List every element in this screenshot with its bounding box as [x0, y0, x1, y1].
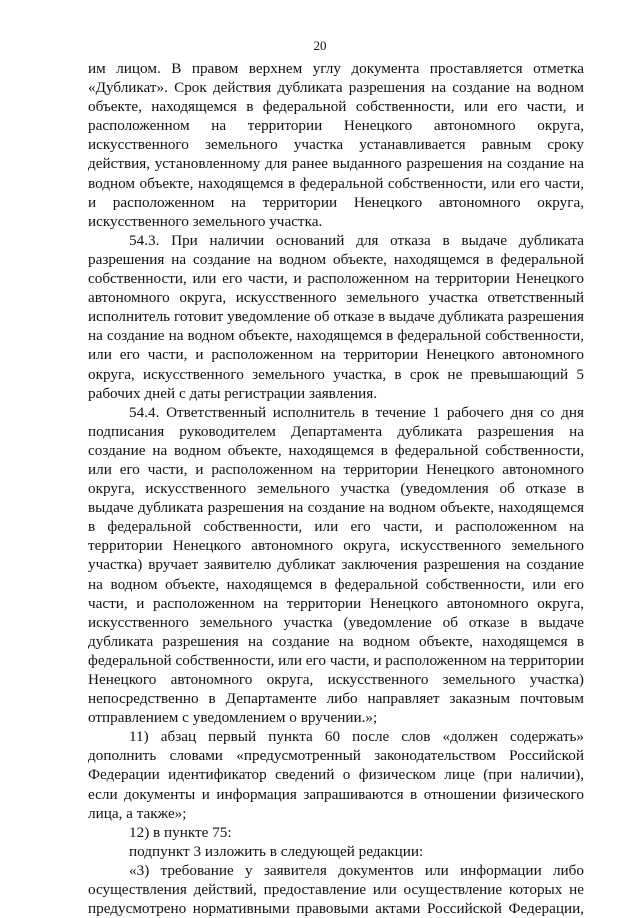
- document-body: [88, 59, 584, 918]
- page-number: 20: [313, 38, 327, 53]
- paragraph-54-4: 54.4. Ответственный исполнитель в течение 1 рабочего дня со дня подписания руководителем Департамента дубликата разрешения на создание на водном объекте, находящемся в федеральной собственности, или его части, и расположенном на территории Ненецкого автономного округа, искусственного земельного участка (уведомления об отказе в выдаче дубликата разрешения на создание на водном объекте, находящемся в федеральной собственности, или его части, и расположенном на территории Ненецкого автономного округа, искусственного земельного участка) вручает заявителю дубликат заключения разрешения на создание на водном объекте, находящемся в федеральной собственности, или его части, и расположенном на территории Ненецкого автономного округа, искусственного земельного участка (уведомление об отказе в выдаче дубликата разрешения на создание на водном объекте, находящемся в федеральной собственности, или его части, и расположенном на территории Ненецкого автономного округа, искусственного земельного участка) непосредственно в Департаменте либо направляет заказным почтовым отправлением с уведомлением о вручении.»;: [88, 403, 584, 727]
- paragraph-amendment-11: 11) абзац первый пункта 60 после слов «должен содержать» дополнить словами «предусмотренный законодательством Российской Федерации идентификатор сведений о физическом лице (при наличии), если документы и информация запрашиваются в отношении физического лица, а также»;: [88, 728, 584, 822]
- paragraph-amendment-12: 12) в пункте 75:: [129, 823, 232, 841]
- paragraph-continuation: им лицом. В правом верхнем углу документа проставляется отметка «Дубликат». Срок действия дубликата разрешения на создание на водном объекте, находящемся в федеральной собственности, или его части, и расположенном на территории Ненецкого автономного округа, искусственного земельного участка устанавливается равным сроку действия, установленному для ранее выданного разрешения на создание на водном объекте, находящемся в федеральной собственности, или его части, и расположенном на территории Ненецкого автономного округа, искусственного земельного участка.: [88, 60, 584, 230]
- paragraph-subpoint-3-intro: подпункт 3 изложить в следующей редакции:: [129, 842, 424, 860]
- paragraph-subpoint-3-text: «3) требование у заявителя документов или информации либо осуществления действий, предоставление или осуществление которых не предусмотрено нормативными правовыми актами Российской Федерации,: [88, 861, 584, 918]
- paragraph-54-3: 54.3. При наличии оснований для отказа в выдаче дубликата разрешения на создание на водном объекте, находящемся в федеральной собственности, или его части, и расположенном на территории Ненецкого автономного округа, искусственного земельного участка ответственный исполнитель готовит уведомление об отказе в выдаче дубликата разрешения на создание на водном объекте, находящемся в федеральной собственности, или его части, и расположенном на территории Ненецкого автономного округа, искусственного земельного участка, в срок не превышающий 5 рабочих дней с даты регистрации заявления.: [88, 231, 584, 402]
